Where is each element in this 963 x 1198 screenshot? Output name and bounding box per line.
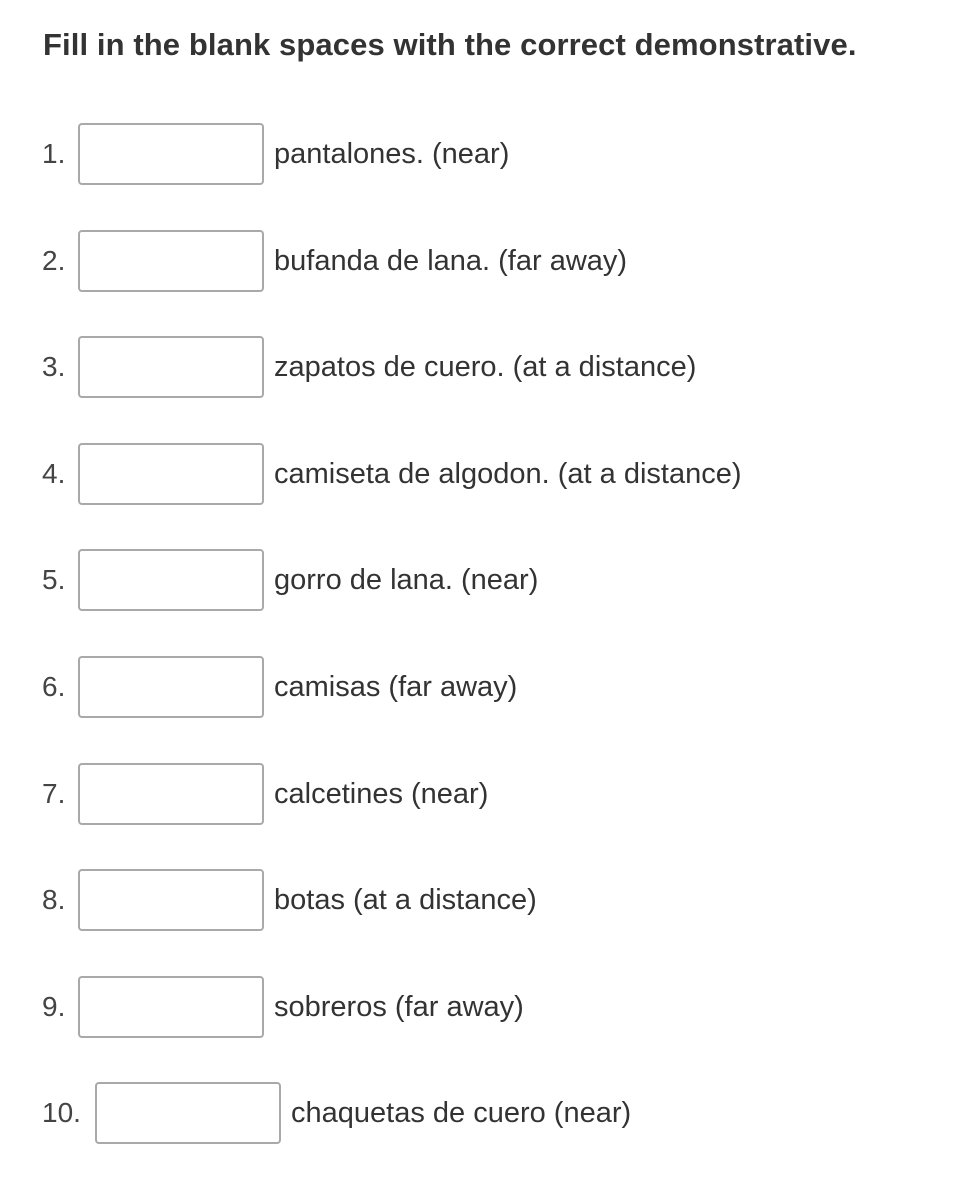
- item-phrase: zapatos de cuero. (at a distance): [274, 351, 697, 383]
- answer-blank-6[interactable]: [78, 656, 264, 718]
- exercise-item-3: [0, 336, 963, 398]
- item-phrase: gorro de lana. (near): [274, 564, 539, 596]
- item-number: 8.: [42, 884, 66, 915]
- exercise-item-10: [0, 1082, 963, 1144]
- exercise-item-9: [0, 976, 963, 1038]
- item-phrase: chaquetas de cuero (near): [291, 1097, 632, 1129]
- item-phrase: bufanda de lana. (far away): [274, 245, 628, 277]
- item-number: 4.: [42, 458, 66, 489]
- answer-blank-5[interactable]: [78, 549, 264, 611]
- exercise-item-2: [0, 230, 963, 292]
- answer-blank-7[interactable]: [78, 763, 264, 825]
- exercise-item-8: [0, 869, 963, 931]
- answer-blank-10[interactable]: [95, 1082, 281, 1144]
- item-number: 6.: [42, 671, 66, 702]
- item-phrase: botas (at a distance): [274, 884, 537, 916]
- answer-blank-2[interactable]: [78, 230, 264, 292]
- item-number: 1.: [42, 138, 66, 169]
- item-phrase: camisas (far away): [274, 671, 518, 703]
- answer-blank-3[interactable]: [78, 336, 264, 398]
- instructions-heading: Fill in the blank spaces with the correct demonstrative.: [43, 27, 857, 62]
- item-number: 3.: [42, 351, 66, 382]
- item-number: 5.: [42, 564, 66, 595]
- item-number: 7.: [42, 778, 66, 809]
- item-phrase: camiseta de algodon. (at a distance): [274, 458, 742, 490]
- exercise-item-7: [0, 763, 963, 825]
- item-number: 2.: [42, 245, 66, 276]
- answer-blank-9[interactable]: [78, 976, 264, 1038]
- answer-blank-1[interactable]: [78, 123, 264, 185]
- item-number: 10.: [42, 1097, 81, 1128]
- item-phrase: sobreros (far away): [274, 991, 524, 1023]
- item-phrase: calcetines (near): [274, 778, 489, 810]
- exercise-item-1: [0, 123, 963, 185]
- exercise-item-6: [0, 656, 963, 718]
- item-phrase: pantalones. (near): [274, 138, 510, 170]
- item-number: 9.: [42, 991, 66, 1022]
- exercise-item-5: [0, 549, 963, 611]
- answer-blank-8[interactable]: [78, 869, 264, 931]
- exercise-item-4: [0, 443, 963, 505]
- answer-blank-4[interactable]: [78, 443, 264, 505]
